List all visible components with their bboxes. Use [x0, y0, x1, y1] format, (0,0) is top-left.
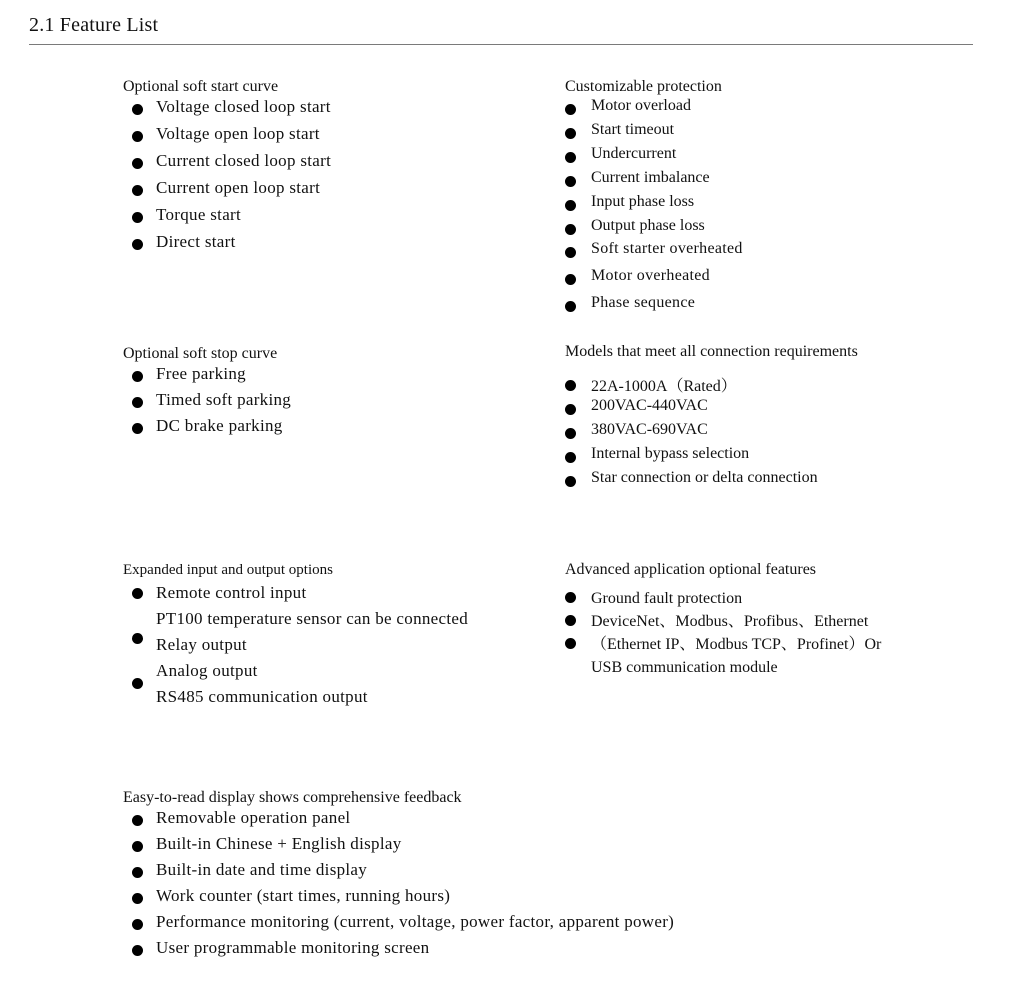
io-line: Analog output: [156, 661, 258, 680]
bullet-icon: [565, 224, 576, 235]
list-item-label: Direct start: [156, 232, 236, 251]
bullet-icon: [565, 638, 576, 649]
list-item-label: Removable operation panel: [156, 808, 351, 827]
bullet-icon: [565, 380, 576, 391]
list-item-label: Phase sequence: [591, 294, 696, 311]
bullet-icon: [565, 152, 576, 163]
list-item: [123, 178, 331, 205]
list-item-label: Output phase loss: [591, 217, 705, 234]
list-item-label: Input phase loss: [591, 193, 695, 210]
advanced-line: DeviceNet、Modbus、Profibus、Ethernet: [591, 613, 869, 630]
soft-stop-list: [123, 364, 291, 442]
io-options-heading: Expanded input and output options: [123, 562, 333, 578]
io-line: RS485 communication output: [156, 687, 368, 706]
list-item: [123, 938, 674, 964]
list-item: [123, 124, 331, 151]
bullet-icon: [132, 867, 143, 878]
list-item: [565, 294, 743, 321]
bullet-icon: [132, 131, 143, 142]
bullet-icon: [132, 239, 143, 250]
bullet-icon: [132, 841, 143, 852]
list-item: [123, 205, 331, 232]
bullet-icon: [565, 176, 576, 187]
list-item: [123, 808, 674, 834]
list-item-label: Built-in Chinese + English display: [156, 834, 402, 853]
bullet-icon: [132, 945, 143, 956]
bullet-icon: [132, 919, 143, 930]
title-divider: [29, 44, 973, 45]
bullet-icon: [565, 592, 576, 603]
bullet-icon: [565, 104, 576, 115]
section-title: 2.1 Feature List: [29, 14, 159, 36]
list-item-label: Current imbalance: [591, 169, 710, 186]
bullet-icon: [565, 476, 576, 487]
list-item: [565, 145, 743, 169]
io-options-list: [123, 580, 543, 710]
display-group: [123, 788, 674, 964]
advanced-list: [565, 587, 985, 687]
advanced-group: [565, 560, 985, 687]
bullet-icon: [132, 397, 143, 408]
list-item: [123, 232, 331, 259]
list-item: [565, 217, 743, 240]
soft-start-heading: Optional soft start curve: [123, 78, 279, 95]
list-item-label: Motor overheated: [591, 267, 710, 284]
io-options-group: [123, 560, 543, 710]
soft-start-list: [123, 97, 331, 259]
list-item-label: Voltage closed loop start: [156, 97, 331, 116]
bullet-icon: [565, 428, 576, 439]
advanced-line: USB communication module: [591, 659, 778, 676]
bullet-icon: [565, 404, 576, 415]
list-item: [123, 390, 291, 416]
list-item: [565, 445, 858, 469]
list-item-label: Internal bypass selection: [591, 445, 750, 462]
advanced-heading: Advanced application optional features: [565, 561, 817, 578]
list-item-label: Performance monitoring (current, voltage, power factor, apparent power): [156, 912, 675, 931]
display-list: [123, 808, 674, 964]
bullet-icon: [565, 128, 576, 139]
bullet-icon: [132, 104, 143, 115]
list-item: [565, 421, 858, 445]
list-item-label: Voltage open loop start: [156, 124, 320, 143]
list-item: [565, 97, 743, 121]
list-item: [123, 886, 674, 912]
bullet-icon: [565, 301, 576, 312]
list-item: [123, 834, 674, 860]
io-line: Relay output: [156, 635, 247, 654]
models-list: [565, 373, 858, 493]
soft-start-group: [123, 77, 331, 259]
io-line: PT100 temperature sensor can be connected: [156, 609, 469, 628]
advanced-line: Ground fault protection: [591, 590, 743, 607]
bullet-icon: [132, 212, 143, 223]
bullet-icon: [132, 158, 143, 169]
list-item-label: Built-in date and time display: [156, 860, 368, 879]
list-item: [123, 912, 674, 938]
list-item: [565, 121, 743, 145]
list-item-label: 380VAC-690VAC: [591, 421, 708, 438]
protection-list: [565, 97, 743, 321]
list-item: [565, 169, 743, 193]
list-item-label: Free parking: [156, 364, 246, 383]
list-item-label: Timed soft parking: [156, 390, 292, 409]
list-item-label: DC brake parking: [156, 416, 283, 435]
bullet-icon: [132, 633, 143, 644]
soft-stop-group: [123, 344, 291, 442]
list-item: [565, 469, 858, 493]
bullet-icon: [132, 371, 143, 382]
list-item: [123, 416, 291, 442]
list-item-label: Motor overload: [591, 97, 691, 114]
bullet-icon: [565, 615, 576, 626]
list-item-label: Star connection or delta connection: [591, 469, 818, 486]
list-item: [123, 860, 674, 886]
list-item: [565, 193, 743, 217]
protection-group: [565, 77, 743, 321]
bullet-icon: [565, 200, 576, 211]
list-item-label: Work counter (start times, running hours): [156, 886, 451, 905]
bullet-icon: [132, 185, 143, 196]
list-item: [123, 151, 331, 178]
list-item-label: 200VAC-440VAC: [591, 397, 708, 414]
bullet-icon: [132, 893, 143, 904]
list-item: [565, 240, 743, 267]
io-line: Remote control input: [156, 583, 307, 602]
advanced-line: （Ethernet IP、Modbus TCP、Profinet）Or: [591, 636, 882, 653]
list-item-label: Start timeout: [591, 121, 675, 138]
bullet-icon: [132, 678, 143, 689]
list-item-label: Current open loop start: [156, 178, 321, 197]
display-heading: Easy-to-read display shows comprehensive feedback: [123, 789, 462, 806]
list-item: [565, 397, 858, 421]
models-heading: Models that meet all connection requirements: [565, 343, 858, 360]
bullet-icon: [132, 588, 143, 599]
list-item: [123, 97, 331, 124]
bullet-icon: [132, 423, 143, 434]
list-item-label: Current closed loop start: [156, 151, 332, 170]
protection-heading: Customizable protection: [565, 78, 722, 95]
list-item-label: User programmable monitoring screen: [156, 938, 430, 957]
list-item: [565, 373, 858, 397]
models-group: [565, 342, 858, 493]
list-item: [123, 364, 291, 390]
soft-stop-heading: Optional soft stop curve: [123, 345, 278, 362]
bullet-icon: [565, 247, 576, 258]
list-item-label: 22A-1000A（Rated）: [591, 378, 737, 395]
list-item: [565, 267, 743, 294]
bullet-icon: [132, 815, 143, 826]
list-item-label: Undercurrent: [591, 145, 677, 162]
list-item-label: Torque start: [156, 205, 242, 224]
bullet-icon: [565, 274, 576, 285]
bullet-icon: [565, 452, 576, 463]
list-item-label: Soft starter overheated: [591, 240, 743, 257]
